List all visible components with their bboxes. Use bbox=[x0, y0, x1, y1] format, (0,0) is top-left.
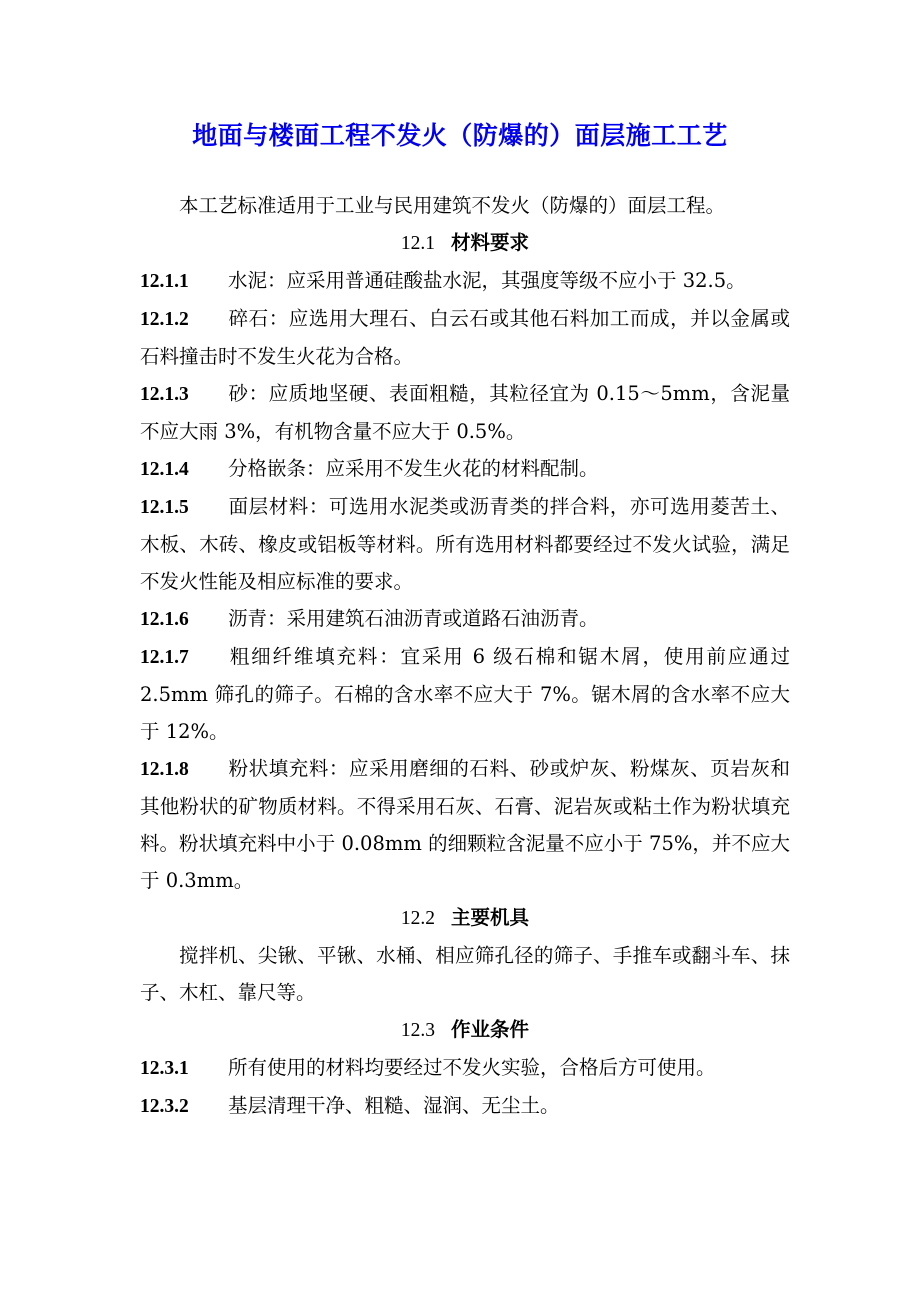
item-number: 12.3.2 bbox=[140, 1096, 189, 1117]
item-text: 碎石：应选用大理石、白云石或其他石料加工而成，并以金属或石料撞击时不发生火花为合格。 bbox=[140, 307, 790, 368]
item-number: 12.3.1 bbox=[140, 1058, 189, 1079]
item-text: 沥青：采用建筑石油沥青或道路石油沥青。 bbox=[228, 607, 599, 630]
section-number: 12.1 bbox=[400, 233, 436, 254]
list-item bbox=[140, 600, 790, 638]
item-text: 粉状填充料：应采用磨细的石料、砂或炉灰、粉煤灰、页岩灰和其他粉状的矿物质材料。不得采用石灰、石膏、泥岩灰或粘土作为粉状填充料。粉状填充料中小于 0.08mm 的细颗粒含泥量不应小于 75%，并不应大于 0.3mm。 bbox=[140, 757, 790, 892]
list-item bbox=[140, 1087, 790, 1125]
section-title: 作业条件 bbox=[451, 1018, 530, 1041]
list-item bbox=[140, 1049, 790, 1087]
item-number: 12.1.5 bbox=[140, 497, 189, 518]
list-item bbox=[140, 262, 790, 300]
list-item bbox=[140, 638, 790, 750]
list-item bbox=[140, 375, 790, 450]
section-number: 12.3 bbox=[400, 1020, 436, 1041]
tools-paragraph: 搅拌机、尖锹、平锹、水桶、相应筛孔径的筛子、手推车或翻斗车、抹子、木杠、靠尺等。 bbox=[140, 944, 790, 1004]
document-body bbox=[140, 187, 790, 1125]
item-text: 所有使用的材料均要经过不发火实验，合格后方可使用。 bbox=[228, 1056, 716, 1079]
section-heading-materials bbox=[140, 224, 790, 262]
section-title: 主要机具 bbox=[451, 906, 530, 929]
item-number: 12.1.6 bbox=[140, 609, 189, 630]
list-item bbox=[140, 750, 790, 899]
item-text: 面层材料：可选用水泥类或沥青类的拌合料，亦可选用菱苦土、木板、木砖、橡皮或铝板等材料。所有选用材料都要经过不发火试验，满足不发火性能及相应标准的要求。 bbox=[140, 495, 790, 593]
list-item bbox=[140, 300, 790, 375]
item-text: 砂：应质地坚硬、表面粗糙，其粒径宜为 0.15～5mm，含泥量不应大雨 3%，有机物含量不应大于 0.5%。 bbox=[140, 382, 790, 443]
item-number: 12.1.1 bbox=[140, 271, 189, 292]
item-text: 分格嵌条：应采用不发生火花的材料配制。 bbox=[228, 457, 599, 480]
list-item bbox=[140, 450, 790, 488]
section-number: 12.2 bbox=[400, 908, 436, 929]
item-text: 水泥：应采用普通硅酸盐水泥，其强度等级不应小于 32.5。 bbox=[228, 269, 746, 292]
section-heading-conditions bbox=[140, 1011, 790, 1049]
item-number: 12.1.8 bbox=[140, 759, 189, 780]
section-heading-tools bbox=[140, 899, 790, 937]
item-number: 12.1.2 bbox=[140, 309, 189, 330]
list-item bbox=[140, 488, 790, 600]
item-number: 12.1.7 bbox=[140, 647, 189, 668]
item-number: 12.1.4 bbox=[140, 459, 189, 480]
item-text: 粗细纤维填充料：宜采用 6 级石棉和锯木屑，使用前应通过 2.5mm 筛孔的筛子。石棉的含水率不应大于 7%。锯木屑的含水率不应大于 12%。 bbox=[140, 645, 790, 743]
section-title: 材料要求 bbox=[451, 231, 530, 254]
document-title: 地面与楼面工程不发火（防爆的）面层施工工艺 bbox=[192, 121, 728, 150]
intro-paragraph: 本工艺标准适用于工业与民用建筑不发火（防爆的）面层工程。 bbox=[179, 194, 726, 217]
item-number: 12.1.3 bbox=[140, 384, 189, 405]
item-text: 基层清理干净、粗糙、湿润、无尘土。 bbox=[228, 1094, 560, 1117]
